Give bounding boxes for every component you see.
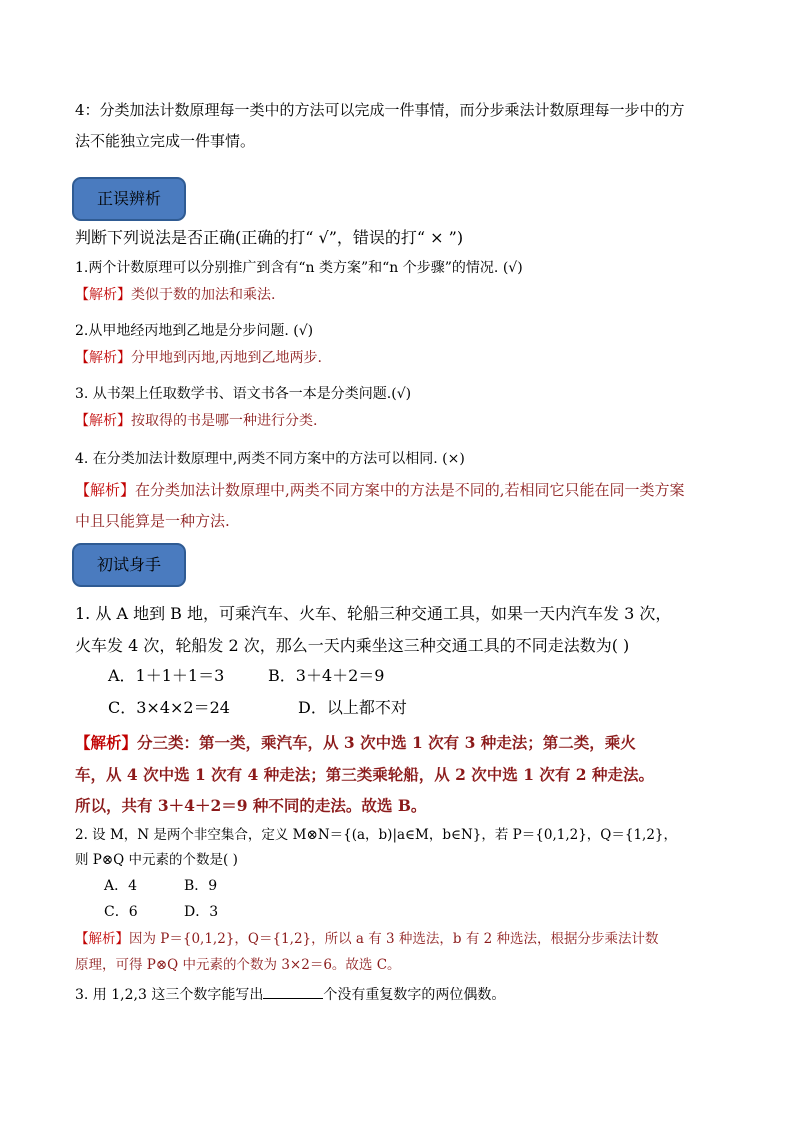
- q3-text-after: 个没有重复数字的两位偶数。: [323, 987, 506, 1003]
- q2-answer-line-1: [75, 929, 659, 949]
- judge-question-1: 1.两个计数原理可以分别推广到含有“n 类方案”和“n 个步骤”的情况. (√): [75, 260, 523, 276]
- q2-line-2: 则 P⊗Q 中元素的个数是( ): [75, 852, 238, 868]
- answer-blank[interactable]: [263, 984, 323, 999]
- judge-answer-1: [75, 285, 275, 305]
- answer-text: 在分类加法计数原理中,两类不同方案中的方法是不同的,若相同它只能在同一类方案: [135, 481, 685, 499]
- q3-text-before: 3. 用 1,2,3 这三个数字能写出: [75, 987, 264, 1003]
- q1-option-d: D．以上都不对: [298, 698, 407, 717]
- q2-answer-line-2: 原理，可得 P⊗Q 中元素的个数为 3×2＝6。故选 C。: [75, 957, 401, 973]
- section-badge-first-try: 初试身手: [72, 543, 186, 587]
- answer-tag: 【解析】: [75, 481, 136, 499]
- judge-question-4: 4. 在分类加法计数原理中,两类不同方案中的方法可以相同. (×): [75, 451, 465, 467]
- q2-option-d: D．3: [184, 904, 219, 920]
- intro-line-2: 法不能独立完成一件事情。: [75, 132, 256, 150]
- q1-answer-line-2: 车，从 4 次中选 1 次有 4 种走法；第三类乘轮船，从 2 次中选 1 次有 2 种走法。: [75, 765, 654, 784]
- q1-answer-line-1: [75, 729, 636, 757]
- q2-option-c: C．6: [104, 904, 138, 920]
- q2-option-a: A．4: [104, 878, 138, 894]
- judge-answer-3: [75, 411, 317, 431]
- judge-question-3: 3. 从书架上任取数学书、语文书各一本是分类问题.(√): [75, 386, 412, 402]
- q1-option-c: C．3×4×2＝24: [108, 698, 230, 717]
- answer-tag: 【解析】: [75, 733, 138, 752]
- q1-option-a: A．1＋1＋1＝3: [108, 666, 225, 685]
- q1-line-1: 1. 从 A 地到 B 地，可乘汽车、火车、轮船三种交通工具，如果一天内汽车发 3 次，: [75, 604, 672, 623]
- q3-line: [75, 984, 505, 1005]
- answer-text: 分甲地到丙地,丙地到乙地两步.: [131, 350, 322, 366]
- judge-answer-2: [75, 348, 322, 368]
- q2-line-1: 2. 设 M，N 是两个非空集合，定义 M⊗N＝{(a，b)|a∈M，b∈N}，若 P＝{0,1,2}，Q＝{1,2}，: [75, 827, 678, 843]
- section-badge-correct-wrong: 正误辨析: [72, 177, 186, 221]
- answer-tag: 【解析】: [75, 931, 129, 947]
- judge-question-2: 2.从甲地经丙地到乙地是分步问题. (√): [75, 323, 314, 339]
- judge-answer-4-cont: 中且只能算是一种方法.: [75, 512, 230, 530]
- answer-tag: 【解析】: [75, 350, 131, 366]
- section1-instruction: 判断下列说法是否正确(正确的打“ √”，错误的打“ × ”): [75, 228, 464, 247]
- q1-option-b: B．3＋4＋2＝9: [268, 666, 385, 685]
- answer-text: 分三类：第一类，乘汽车，从 3 次中选 1 次有 3 种走法；第二类，乘火: [137, 733, 636, 752]
- answer-tag: 【解析】: [75, 413, 131, 429]
- q1-line-2: 火车发 4 次，轮船发 2 次，那么一天内乘坐这三种交通工具的不同走法数为( ): [75, 636, 630, 655]
- intro-line-1: 4：分类加法计数原理每一类中的方法可以完成一件事情，而分步乘法计数原理每一步中的方: [75, 101, 685, 119]
- answer-text: 按取得的书是哪一种进行分类.: [131, 413, 318, 429]
- q1-answer-line-3: 所以，共有 3＋4＋2＝9 种不同的走法。故选 B。: [75, 796, 427, 815]
- answer-text: 因为 P＝{0,1,2}，Q＝{1,2}，所以 a 有 3 种选法，b 有 2 种选法，根据分步乘法计数: [129, 931, 659, 947]
- q2-option-b: B．9: [184, 878, 218, 894]
- answer-text: 类似于数的加法和乘法.: [131, 287, 276, 303]
- judge-answer-4: [75, 480, 685, 500]
- answer-tag: 【解析】: [75, 287, 131, 303]
